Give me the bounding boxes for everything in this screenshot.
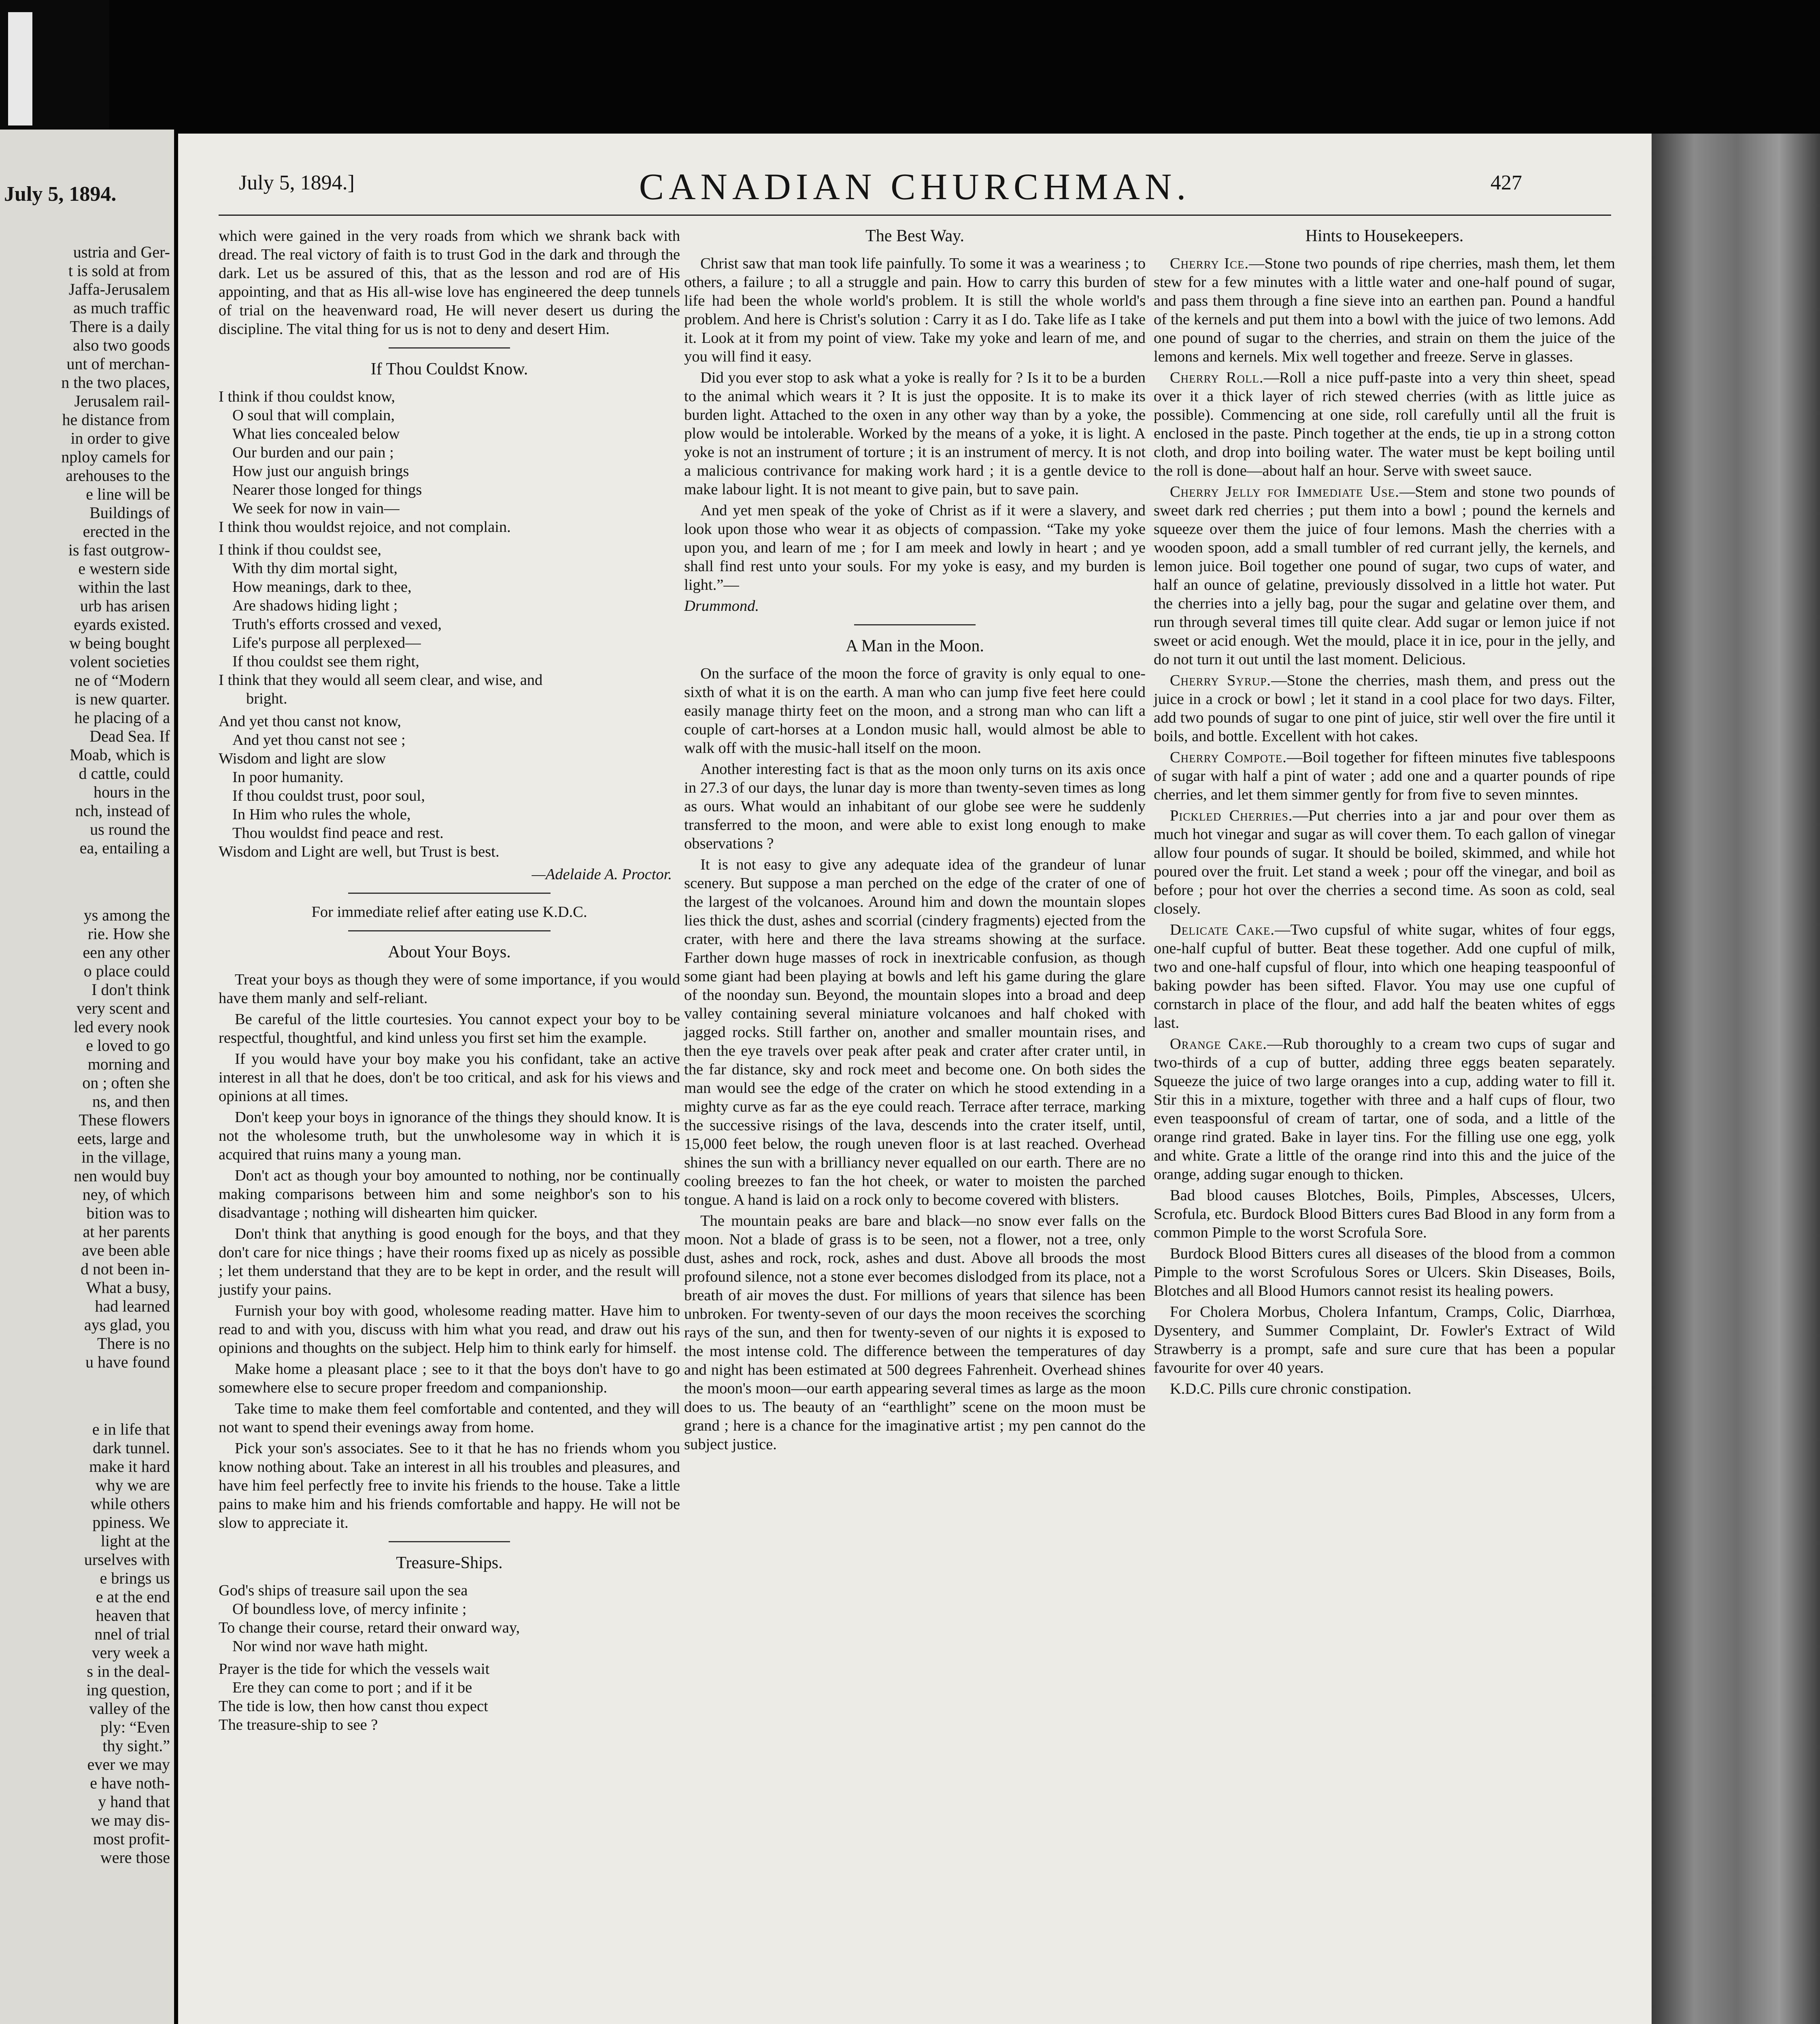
prev-page-line: volent societies bbox=[70, 653, 170, 671]
poem-line: In Him who rules the whole, bbox=[232, 806, 411, 823]
poem-line: Are shadows hiding light ; bbox=[232, 597, 398, 614]
prev-page-line: n the two places, bbox=[61, 373, 170, 391]
poem-line: And yet thou canst not see ; bbox=[232, 731, 406, 748]
prev-page-line: very week a bbox=[91, 1643, 170, 1662]
poem-line: I think if thou couldst know, bbox=[219, 388, 395, 405]
paragraph: It is not easy to give any adequate idea of the grandeur of lunar scenery. But suppose a man perched on the edge of the crater of one of the largest of the volcanoes. Around him and down the mountain slopes lies thick the dust, ashes and scorrial (cindery fragments) ejected from the crater, with here and there the lava streams showing at the surface. Farther down huge masses of rock in inextricable confusion, as though some giant had been playing at bowls and left his game during the glare of the noonday sun. Beyond, the mountain slopes into a broad and deep valley containing several miniature volcanoes and half choked with jagged rocks. Still farther on, another and smaller mountain rises, and then the eye travels over peak after peak and crater after crater until, in the far distance, sky and rock meet and become one. On both sides the man would see the edge of the crater on which he stood extending in a mighty curve as far as the eye could reach. Terrace after terrace, marking the successive risings of the lava, descends into the crater itself, until, 15,000 feet below, the rough uneven floor is at last reached. Overhead shines the sun with a brilliancy never equalled on our earth. There are no cooling breezes to fan the hot cheek, or water to moisten the parched tongue. A hand is laid on a rock only to become covered with blisters. bbox=[684, 856, 1146, 1208]
previous-page-fragment bbox=[0, 130, 174, 2024]
prev-page-line: led every nook bbox=[74, 1018, 170, 1036]
poem-line: Life's purpose all perplexed— bbox=[232, 634, 421, 651]
prev-page-line: een any other bbox=[83, 943, 170, 961]
recipe-text: —Roll a nice puff-paste into a very thin sheet, spead over it a thick layer of rich stewed cherries (with as little juice as possible). Commencing at one side, roll carefully until all the fruit is enclosed in the paste. Pinch together at the ends, tie up in a strong cotton cloth, and drop into boiling water. The water must be kept boiling until the roll is done—about half an hour. Serve with sweet sauce. bbox=[1154, 369, 1615, 479]
divider bbox=[389, 347, 510, 349]
paragraph: For Cholera Morbus, Cholera Infantum, Cramps, Colic, Diarrhœa, Dysentery, and Summer Complaint, Dr. Fowler's Extract of Wild Strawberry is a prompt, safe and sure cure that has been a popular favourite for over 40 years. bbox=[1154, 1303, 1615, 1376]
prev-page-line: urb has arisen bbox=[80, 597, 170, 615]
prev-page-line: at her parents bbox=[83, 1222, 170, 1241]
recipe-text: —Stem and stone two pounds of sweet dark red cherries ; put them into a bowl ; pound the kernels and squeeze over them the juice of four lemons. Mash the cherries with a wooden spoon, add a small tumbler of red currant jelly, the kernels, and lemon juice. Boil together one pound of sugar, two cups of water, and half an ounce of gelatine, previously dissolved in a little hot water. Put the cherries into a jelly bag, pour the sugar and gelatine over them, and run through several times till quite clear. Add sugar or lemon juice if not sweet or acid enough. Wet the mould, place it in ice, pour in the jelly, and do not turn it out until the last moment. Delicious. bbox=[1154, 483, 1615, 668]
prev-page-line: e loved to go bbox=[86, 1036, 170, 1055]
prev-page-line: on ; often she bbox=[82, 1074, 170, 1092]
paragraph: Christ saw that man took life painfully. To some it was a weariness ; to others, a failure ; to all a struggle and pain. How to carry this burden of life had been the whole world's problem. It is still the whole world's problem. And here is Christ's solution : Carry it as I do. Take life as I take it. Look at it from my point of view. Take my yoke and learn of me, and you will find it easy. bbox=[684, 255, 1146, 365]
poem-line: What lies concealed below bbox=[232, 425, 400, 442]
poem-stanza bbox=[219, 712, 680, 861]
prev-page-line: e have noth- bbox=[90, 1774, 170, 1792]
prev-page-line: heaven that bbox=[96, 1606, 170, 1624]
paragraph: Don't think that anything is good enough for the boys, and that they don't care for nice things ; have their rooms fixed up as nicely as possible ; let them understand that they are to be kept in order, and the result will justify your pains. bbox=[219, 1225, 680, 1298]
poem-line: Thou wouldst find peace and rest. bbox=[232, 825, 444, 842]
paragraph: Pick your son's associates. See to it that he has no friends whom you know nothing about. Take an interest in all his troubles and pleasures, and have him feel perfectly free to invite his friends to the house. Take a little pains to make him and his friends comfortable and happy. He will not be slow to appreciate it. bbox=[219, 1440, 680, 1531]
poem-line: I think that they would all seem clear, and wise, and bbox=[219, 672, 543, 689]
poem-line: Of boundless love, of mercy infinite ; bbox=[232, 1601, 467, 1618]
paragraph: Burdock Blood Bitters cures all diseases of the blood from a common Pimple to the worst Scrofulous Sores or Ulcers. Skin Diseases, Boils, Blotches and all Blood Humors cannot resist its healing powers. bbox=[1154, 1245, 1615, 1299]
paragraph: Make home a pleasant place ; see to it that the boys don't have to go somewhere else to secure proper freedom and companionship. bbox=[219, 1361, 680, 1396]
paragraph: Furnish your boy with good, wholesome reading matter. Have him to read to and with you, discuss with him what you read, and draw out his opinions and thoughts on the subject. Help him to think early for himself. bbox=[219, 1302, 680, 1356]
recipe-name: Cherry Jelly for Immediate Use. bbox=[1170, 483, 1399, 500]
prev-page-line: most profit- bbox=[93, 1830, 170, 1848]
poem-line: Our burden and our pain ; bbox=[232, 444, 394, 461]
prev-page-line: Jaffa-Jerusalem bbox=[68, 280, 170, 298]
recipe bbox=[1154, 806, 1615, 918]
recipe bbox=[1154, 748, 1615, 804]
prev-page-line: There is a daily bbox=[70, 317, 170, 336]
poem-line: God's ships of treasure sail upon the sea bbox=[219, 1582, 468, 1599]
prev-page-line: ever we may bbox=[87, 1755, 170, 1773]
prev-page-line: in the village, bbox=[81, 1148, 170, 1166]
prev-page-line: erected in the bbox=[83, 522, 170, 540]
poem-line: Ere they can come to port ; and if it be bbox=[232, 1679, 472, 1696]
prev-page-line: light at the bbox=[100, 1532, 170, 1550]
recipe bbox=[1154, 368, 1615, 480]
prev-page-line: nen would buy bbox=[74, 1167, 170, 1185]
paragraph: The mountain peaks are bare and black—no snow ever falls on the moon. Not a blade of grass is to be seen, not a flower, not a tree, only dust, ashes and rock, rock, ashes and dust. Above all broods the most profound silence, not a stone ever becomes dislodged from its place, not a breath of air moves the dust. For millions of years that silence has been unbroken. For twenty-seven of our days the moon receives the scorching rays of the sun, and then for twenty-seven of our nights it is exposed to the most intense cold. The difference between the temperatures of day and night has been estimated at 500 degrees Fahrenheit. Overhead shines the moon's moon—our earth appearing several times as large as the moon does to us. The beauty of an “earthlight” scene on the moon must be grand ; here is a chance for the imaginative artist ; my pen cannot do the subject justice. bbox=[684, 1212, 1146, 1453]
divider bbox=[348, 893, 551, 894]
prev-page-line: had learned bbox=[95, 1297, 170, 1315]
recipe-text: —Stone the cherries, mash them, and press out the juice in a crock or bowl ; let it stand in a cool place for two days. Filter, add two pounds of sugar to one pint of juice, stir well over the fire until it boils, and bottle. Excellent with hot cakes. bbox=[1154, 672, 1615, 745]
prev-page-line: e line will be bbox=[86, 485, 170, 503]
kdc-ad: For immediate relief after eating use K.D.C. bbox=[311, 904, 587, 921]
paragraph: And yet men speak of the yoke of Christ as if it were a slavery, and look upon those who wear it as objects of compassion. “Take my yoke upon you, and learn of me ; for I am meek and lowly in heart ; and ye shall find rest unto your souls. For my yoke is easy, and my burden is light.”— bbox=[684, 502, 1146, 593]
recipe-text: —Put cherries into a jar and pour over them as much hot vinegar and sugar as will cover them. To each gallon of vinegar allow four pounds of sugar. It should be boiled, skimmed, and while hot poured over the fruit. Let stand a week ; pour off the vinegar, and boil as before ; pour hot over the cherries a second time. As soon as cold, seal closely. bbox=[1154, 807, 1615, 917]
recipe bbox=[1154, 1035, 1615, 1184]
prev-page-line: ays glad, you bbox=[84, 1316, 170, 1334]
prev-page-line: dark tunnel. bbox=[92, 1439, 170, 1457]
prev-page-line: in order to give bbox=[70, 429, 170, 447]
prev-page-line: e in life that bbox=[92, 1420, 170, 1438]
paragraph: Bad blood causes Blotches, Boils, Pimples, Abscesses, Ulcers, Scrofula, etc. Burdock Blood Bitters cures Bad Blood in any form from a common Pimple to the worst Scrofula Sore. bbox=[1154, 1187, 1615, 1241]
paragraph: Take time to make them feel comfortable and contented, and they will not want to spend their evenings away from home. bbox=[219, 1400, 680, 1436]
prev-page-line: thy sight.” bbox=[102, 1737, 170, 1755]
prev-page-line: while others bbox=[90, 1495, 170, 1513]
prev-page-line: There is no bbox=[97, 1334, 170, 1352]
prev-page-line: Jerusalem rail- bbox=[74, 392, 170, 410]
prev-page-line: ns, and then bbox=[92, 1092, 170, 1110]
poem-stanza bbox=[219, 387, 680, 536]
article-title: The Best Way. bbox=[865, 227, 964, 245]
poem-stanza bbox=[219, 540, 680, 708]
masthead-title: CANADIAN CHURCHMAN. bbox=[639, 166, 1191, 207]
prev-page-line: s in the deal- bbox=[87, 1662, 170, 1680]
prev-page-line: rie. How she bbox=[87, 925, 170, 943]
prev-page-line: d cattle, could bbox=[79, 764, 170, 782]
prev-page-line: also two goods bbox=[73, 336, 170, 354]
prev-page-line: o place could bbox=[83, 962, 170, 980]
column-1 bbox=[219, 227, 680, 1738]
prev-page-line: nnel of trial bbox=[94, 1625, 170, 1643]
prev-page-line: us round the bbox=[90, 820, 170, 838]
prev-page-line: is new quarter. bbox=[75, 690, 170, 708]
prev-page-line: ea, entailing a bbox=[79, 839, 170, 857]
prev-page-line: morning and bbox=[87, 1055, 170, 1073]
article-title: Hints to Housekeepers. bbox=[1305, 227, 1464, 245]
prev-page-line: were those bbox=[100, 1848, 170, 1867]
prev-page-line: he distance from bbox=[62, 410, 170, 429]
poem-line: We seek for now in vain— bbox=[232, 500, 400, 517]
prev-page-line: hours in the bbox=[94, 783, 170, 801]
prev-page-line: we may dis- bbox=[91, 1811, 170, 1829]
header-rule bbox=[219, 215, 1611, 216]
article-continuation: which were gained in the very roads from which we shrank back with dread. The real victory of faith is to trust God in the dark and through the dark. Let us be assured of this, that as the lesson and rod are of His appointing, and that as His all-wise love has engineered the deep tunnels of trial on the heavenward road, He will never desert us during the discipline. The vital thing for us is not to deny and desert Him. bbox=[219, 227, 680, 338]
recipe bbox=[1154, 483, 1615, 669]
paragraph: K.D.C. Pills cure chronic constipation. bbox=[1170, 1380, 1412, 1397]
paragraph: Another interesting fact is that as the moon only turns on its axis once in 27.3 of our days, the lunar day is more than twenty-seven times as long as ours. What would an inhabitant of our globe see were he suddenly transferred to the moon, and were able to exist long enough to make observations ? bbox=[684, 761, 1146, 852]
prev-page-line: u have found bbox=[85, 1353, 170, 1371]
recipe bbox=[1154, 254, 1615, 366]
prev-page-line: eyards existed. bbox=[74, 615, 170, 634]
poem-line: How meanings, dark to thee, bbox=[232, 578, 412, 595]
poem-line: O soul that will complain, bbox=[232, 407, 395, 424]
recipe-name: Pickled Cherries. bbox=[1170, 807, 1293, 824]
poem-line: The treasure-ship to see ? bbox=[219, 1716, 378, 1733]
prev-page-line: e at the end bbox=[96, 1588, 170, 1606]
prev-page-line: ave been able bbox=[82, 1241, 170, 1259]
paragraph: Be careful of the little courtesies. You cannot expect your boy to be respectful, thoughtful, and kind unless you first set him the example. bbox=[219, 1011, 680, 1046]
recipe-text: —Two cupsful of white sugar, whites of four eggs, one-half cupful of butter. Beat these together. Add one cupful of milk, two and one-half cupsful of flour, into which one heaping teaspoonful of baking powder has been sifted. Flavor. You may use one cupful of cornstarch in place of the flour, and add half the beaten whites of eggs last. bbox=[1154, 921, 1615, 1031]
poem-line: I think thou wouldst rejoice, and not complain. bbox=[219, 519, 511, 536]
poem-line: Wisdom and light are slow bbox=[219, 750, 386, 767]
recipe-name: Cherry Roll. bbox=[1170, 369, 1264, 386]
poem-line: How just our anguish brings bbox=[232, 463, 409, 480]
prev-page-line: ne of “Modern bbox=[74, 671, 170, 689]
article-body bbox=[219, 970, 680, 1532]
prev-page-line: as much traffic bbox=[73, 299, 170, 317]
divider bbox=[389, 1541, 510, 1542]
prev-page-line: make it hard bbox=[89, 1457, 170, 1475]
prev-page-line: e brings us bbox=[100, 1569, 170, 1587]
paragraph: Treat your boys as though they were of some importance, if you would have them manly and self-reliant. bbox=[219, 971, 680, 1007]
prev-page-line: he placing of a bbox=[74, 708, 170, 727]
recipe bbox=[1154, 921, 1615, 1032]
poem-title: Treasure-Ships. bbox=[396, 1554, 503, 1572]
poem-line: Nor wind nor wave hath might. bbox=[232, 1638, 428, 1655]
column-3 bbox=[1154, 227, 1615, 1401]
prev-page-line: arehouses to the bbox=[66, 466, 170, 485]
advertisements bbox=[1154, 1186, 1615, 1398]
prev-page-line: e western side bbox=[78, 559, 170, 578]
poem-author: —Adelaide A. Proctor. bbox=[532, 866, 672, 883]
prev-page-line: nch, instead of bbox=[75, 802, 170, 820]
poem-line: I think if thou couldst see, bbox=[219, 541, 382, 558]
prev-page-line: nploy camels for bbox=[61, 448, 170, 466]
prev-page-line: ppiness. We bbox=[92, 1513, 170, 1531]
prev-page-line: Dead Sea. If bbox=[89, 727, 170, 745]
article-body bbox=[684, 664, 1146, 1454]
prev-page-line: eets, large and bbox=[77, 1129, 170, 1148]
poem-line: bright. bbox=[246, 690, 287, 707]
recipe-name: Delicate Cake. bbox=[1170, 921, 1275, 938]
recipe-name: Cherry Compote. bbox=[1170, 749, 1287, 766]
article-title: A Man in the Moon. bbox=[846, 637, 984, 655]
prev-page-line: is fast outgrow- bbox=[68, 541, 170, 559]
article-body bbox=[684, 254, 1146, 594]
recipe-name: Orange Cake. bbox=[1170, 1035, 1267, 1052]
prev-page-gap bbox=[0, 1371, 170, 1420]
poem-line: To change their course, retard their onward way, bbox=[219, 1619, 520, 1636]
poem-line: Prayer is the tide for which the vessels wait bbox=[219, 1660, 490, 1677]
prev-page-line: ustria and Ger- bbox=[73, 243, 170, 261]
prev-page-line: unt of merchan- bbox=[66, 355, 170, 373]
prev-page-line: bition was to bbox=[86, 1204, 170, 1222]
article-author: Drummond. bbox=[684, 597, 759, 614]
prev-page-line: ply: “Even bbox=[100, 1718, 170, 1736]
poem-line: Truth's efforts crossed and vexed, bbox=[232, 616, 442, 633]
prev-page-line: Buildings of bbox=[89, 504, 170, 522]
prev-page-gap bbox=[0, 857, 170, 906]
prev-page-line: ing question, bbox=[86, 1681, 170, 1699]
prev-page-line: ys among the bbox=[83, 906, 170, 924]
paragraph: On the surface of the moon the force of gravity is only equal to one-sixth of what it is on the earth. A man who can jump five feet here could easily manage thirty feet on the moon, and a strong man who can lift a couple of cart-horses at a London music hall, would almost be able to walk off with the music-hall itself on the moon. bbox=[684, 665, 1146, 757]
recipe-name: Cherry Syrup. bbox=[1170, 672, 1271, 689]
prev-page-line: urselves with bbox=[84, 1550, 170, 1569]
prev-page-line: Moab, which is bbox=[70, 746, 170, 764]
prev-page-line: t is sold at from bbox=[68, 262, 170, 280]
recipe-text: —Rub thoroughly to a cream two cups of sugar and two-thirds of a cup of butter, adding three eggs beaten separately. Squeeze the juice of two large oranges into a cup, adding water to fill it. Stir this in a mixture, together with three and a half cups of flour, two even teaspoonsful of cream of tartar, one of soda, and a little of the orange rind grated. Bake in layer tins. For the filling use one egg, yolk and white. Grate a little of the orange rind into this and the juice of the orange, adding sugar enough to thicken. bbox=[1154, 1035, 1615, 1183]
prev-page-line: very scent and bbox=[76, 999, 170, 1017]
prev-page-line: What a busy, bbox=[86, 1278, 170, 1297]
poem-title: If Thou Couldst Know. bbox=[370, 360, 528, 378]
prev-page-line: ney, of which bbox=[82, 1185, 170, 1203]
recipe-list bbox=[1154, 254, 1615, 1184]
prev-page-line: These flowers bbox=[79, 1111, 170, 1129]
prev-page-line: y hand that bbox=[98, 1792, 170, 1811]
book-spine bbox=[1652, 134, 1820, 2024]
issue-date: July 5, 1894.] bbox=[239, 171, 355, 194]
poem-stanza bbox=[219, 1660, 680, 1734]
recipe-name: Cherry Ice. bbox=[1170, 255, 1249, 272]
poem-stanza bbox=[219, 1581, 680, 1656]
prev-page-line: valley of the bbox=[89, 1699, 170, 1718]
prev-page-line: I don't think bbox=[91, 980, 170, 999]
prev-page-line: within the last bbox=[78, 578, 170, 596]
poem-line: If thou couldst trust, poor soul, bbox=[232, 787, 425, 804]
poem-line: Wisdom and Light are well, but Trust is best. bbox=[219, 843, 500, 860]
poem-line: With thy dim mortal sight, bbox=[232, 560, 398, 577]
newspaper-page bbox=[178, 134, 1652, 2024]
paragraph: Don't keep your boys in ignorance of the things they should know. It is not the wholesome truth, but the unwholesome way in which it is acquired that ruins many a young man. bbox=[219, 1109, 680, 1163]
paragraph: Did you ever stop to ask what a yoke is really for ? Is it to be a burden to the animal which wears it ? It is just the opposite. It is to make its burden light. Attached to the oxen in any other way than by a yoke, the plow would be intolerable. Worked by the means of a yoke, it is light. A yoke is not an instrument of torture ; it is an instrument of mercy. It is not a malicious contrivance for making work hard ; it is a gentle device to make labour light. It is not meant to give pain, but to save pain. bbox=[684, 369, 1146, 498]
recipe bbox=[1154, 671, 1615, 746]
prev-page-line: w being bought bbox=[69, 634, 170, 652]
column-2 bbox=[684, 227, 1146, 1456]
film-edge-mark bbox=[8, 12, 32, 125]
recipe-text: —Boil together for fifteen minutes five tablespoons of sugar with half a pint of water ; add one and a quarter pounds of ripe cherries, and let them simmer gently for from five to seven minntes. bbox=[1154, 749, 1615, 803]
divider bbox=[854, 624, 976, 625]
prev-page-line: d not been in- bbox=[80, 1260, 170, 1278]
prev-page-line: why we are bbox=[95, 1476, 170, 1494]
recipe-text: —Stone two pounds of ripe cherries, mash them, let them stew for a few minutes with a little water and one-half pound of sugar, and pass them through a fine sieve into an earthen pan. Pound a handful of the kernels and put them into a bowl with the juice of two lemons. Add one pound of sugar to the cherries, and strain on them the juice of the lemons and kernels. Mix well together and freeze. Serve in glasses. bbox=[1154, 255, 1615, 365]
poem-line: In poor humanity. bbox=[232, 769, 344, 786]
page-number: 427 bbox=[1490, 171, 1522, 194]
poem-line: The tide is low, then how canst thou expect bbox=[219, 1698, 488, 1715]
poem-line: If thou couldst see them right, bbox=[232, 653, 419, 670]
paragraph: If you would have your boy make you his confidant, take an active interest in all that he does, don't be too critical, and ask for his views and opinions at all times. bbox=[219, 1050, 680, 1105]
paragraph: Don't act as though your boy amounted to nothing, nor be continually making comparisons between him and some neighbor's son to his disadvantage ; nothing will dishearten him quicker. bbox=[219, 1167, 680, 1221]
prev-page-header: July 5, 1894. bbox=[4, 183, 117, 206]
prev-page-text bbox=[0, 243, 170, 1867]
divider bbox=[348, 930, 551, 931]
poem-line: Nearer those longed for things bbox=[232, 481, 422, 498]
page-header bbox=[178, 167, 1652, 211]
article-title: About Your Boys. bbox=[388, 943, 511, 961]
poem-line: And yet thou canst not know, bbox=[219, 713, 401, 730]
